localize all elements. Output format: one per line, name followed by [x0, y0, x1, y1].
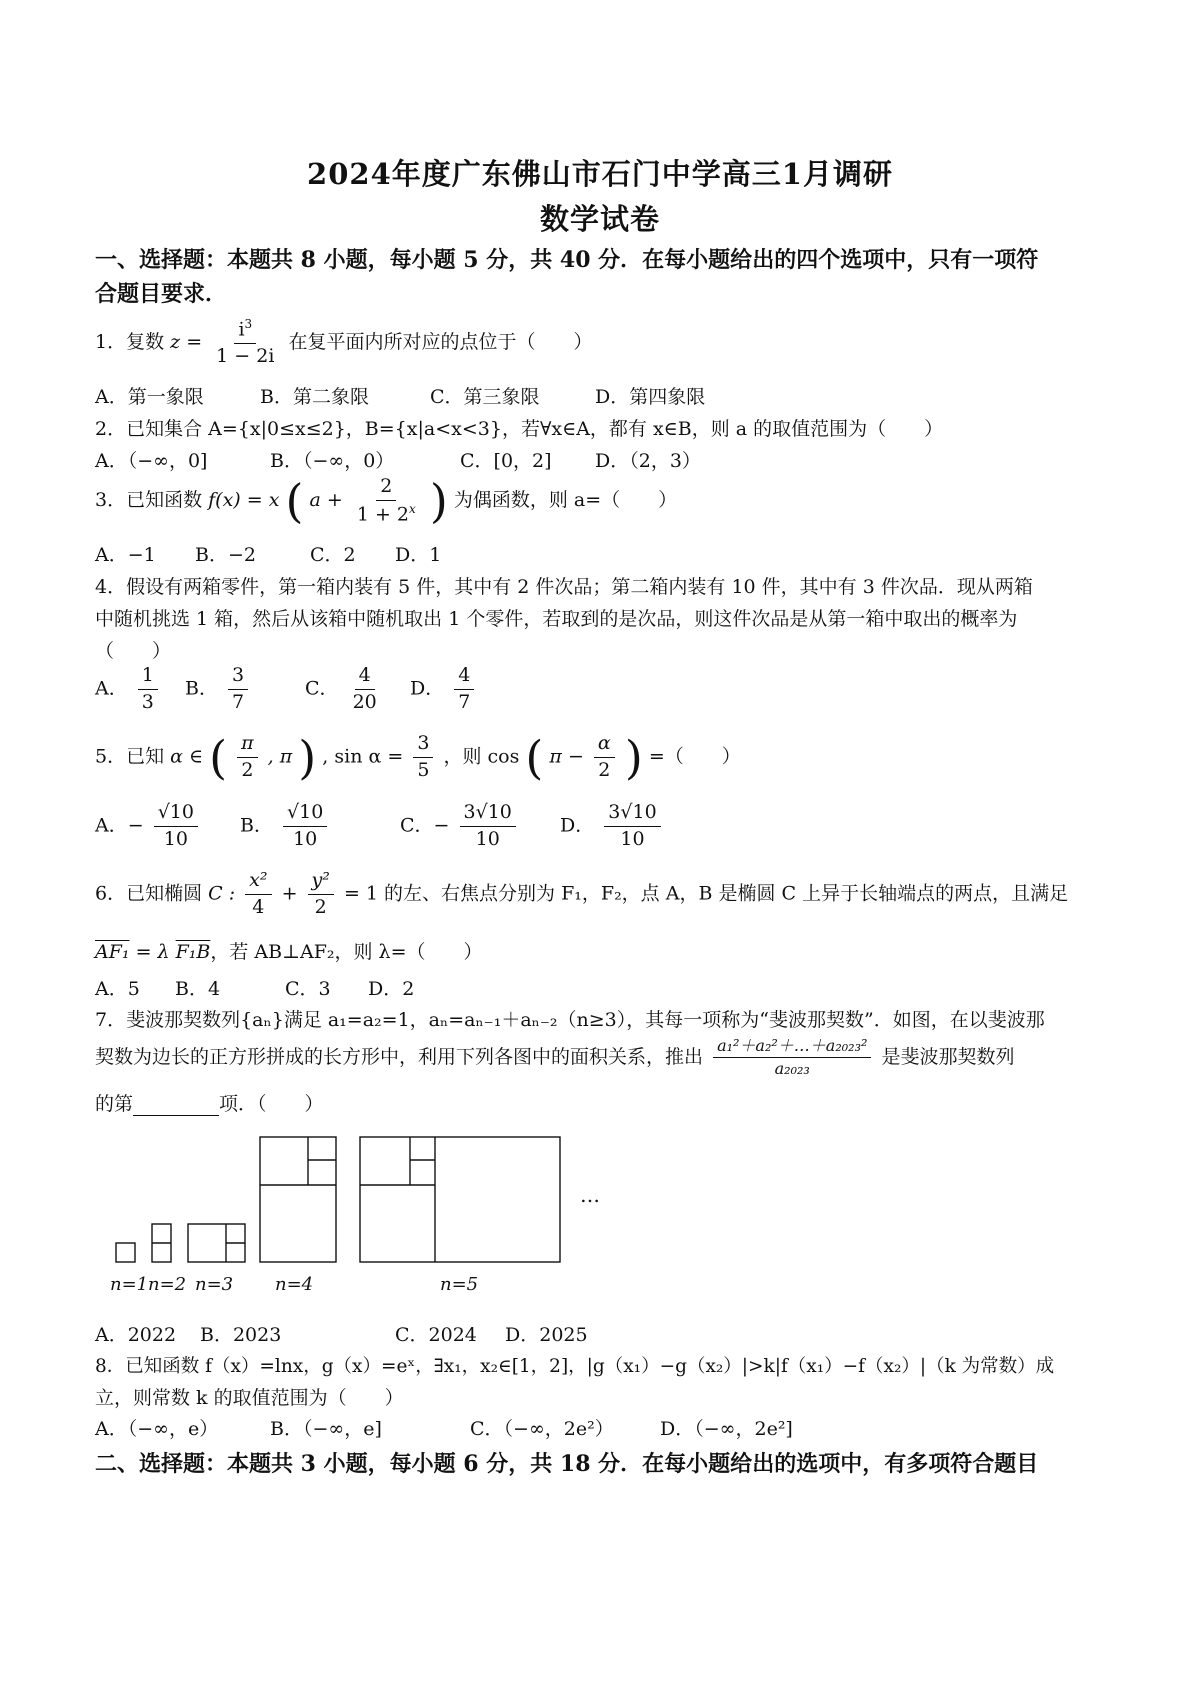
q4-b-num: 3 — [228, 665, 248, 690]
q4-c-num: 4 — [355, 665, 375, 690]
q5-cos-right-paren: ) — [624, 730, 643, 785]
q5-suffix: =（ ） — [648, 745, 741, 768]
q5-a-num: α — [594, 733, 615, 758]
q6-prefix: 6．已知椭圆 — [95, 882, 203, 905]
q5-option-a[interactable] — [95, 802, 202, 851]
q4-option-a[interactable] — [95, 665, 162, 714]
q5-sin-num: 3 — [413, 733, 433, 758]
q7-option-d[interactable]: D．2025 — [505, 1324, 588, 1346]
q5-a-opt-num: √10 — [154, 802, 198, 827]
q7-option-c[interactable]: C．2024 — [395, 1324, 477, 1346]
q6-x-den: 4 — [252, 895, 265, 918]
q6-option-c[interactable]: C．3 — [285, 978, 331, 1000]
q6-line2-tail: ，若 AB⊥AF₂，则 λ=（ ） — [210, 941, 483, 963]
q4-c-den: 20 — [352, 690, 377, 713]
question-7-line1: 7．斐波那契数列{aₙ}满足 a₁=a₂=1，aₙ=aₙ₋₁＋aₙ₋₂（n≥3），其每一项称为“斐波那契数”．如图，在以斐波那 — [95, 1009, 1045, 1031]
q5-option-a-label: A． — [95, 814, 128, 837]
q2-option-c[interactable]: C．[0，2] — [460, 450, 552, 472]
q5-pi-num: π — [237, 733, 258, 758]
q7-option-a[interactable]: A．2022 — [95, 1324, 177, 1346]
question-2: 2．已知集合 A={x|0≤x≤2}，B={x|a<x<3}，若∀x∈A，都有 x∈B，则 a 的取值范围为（ ） — [95, 418, 944, 440]
q3-left-paren: ( — [285, 474, 304, 528]
q7-line3-suffix: 项．（ ） — [219, 1093, 324, 1115]
q3-suffix: 为偶函数，则 a=（ ） — [453, 489, 678, 511]
q5-option-c-sign: − — [433, 814, 450, 837]
q3-option-c[interactable]: C．2 — [310, 544, 356, 566]
q5-option-c[interactable] — [400, 802, 520, 851]
fib-label-n4: n=4 — [275, 1274, 314, 1295]
question-7-line3 — [95, 1089, 324, 1116]
q3-den-sup: x — [409, 501, 416, 516]
q5-sin-den: 5 — [417, 758, 430, 781]
q5-cos-text: cos — [487, 745, 520, 768]
q3-right-paren: ) — [429, 474, 448, 528]
q5-d-opt-den: 10 — [620, 827, 645, 850]
q6-vector-f1b: F₁B — [175, 941, 211, 963]
q5-option-b[interactable] — [240, 802, 331, 851]
q5-pi-den: 2 — [241, 758, 254, 781]
q6-vector-af1: AF₁ — [95, 941, 130, 963]
q3-fraction — [353, 476, 420, 526]
q5-left-paren: ( — [209, 730, 228, 785]
q3-option-a[interactable]: A．−1 — [95, 544, 156, 566]
fib-ellipsis: … — [580, 1183, 600, 1207]
question-8-line1: 8．已知函数 f（x）=lnx，g（x）=eˣ，∃x₁，x₂∈[1，2]，|g（x₁）−g（x₂）|>k|f（x₁）−f（x₂）|（k 为常数）成 — [95, 1356, 1055, 1377]
q1-lhs: z = — [170, 331, 203, 353]
q5-a-opt-den: 10 — [163, 827, 188, 850]
question-4-line2: 中随机挑选 1 箱，然后从该箱中随机取出 1 个零件，若取到的是次品，则这件次品是从第一箱中取出的概率为 — [95, 608, 1018, 630]
fib-label-n1: n=1 — [110, 1274, 149, 1295]
q8-option-c[interactable]: C．（−∞，2e²） — [470, 1418, 614, 1440]
q5-cos-left-paren: ( — [525, 730, 544, 785]
section-1-heading — [95, 243, 1115, 311]
q6-c-label: C : — [208, 882, 236, 905]
q7-line3-prefix: 的第 — [95, 1093, 134, 1115]
question-6-line2 — [95, 937, 483, 964]
q7-answer-blank[interactable] — [133, 1097, 219, 1116]
q3-inner-a: a + — [309, 489, 343, 511]
q6-x2: x² — [245, 870, 271, 895]
q6-suffix: 的左、右焦点分别为 F₁，F₂，点 A，B 是椭圆 C 上异于长轴端点的两点，且满足 — [384, 882, 1069, 905]
q5-sin-text: , sin α = — [322, 745, 404, 768]
q5-then: ，则 — [443, 745, 482, 768]
q5-c-opt-den: 10 — [475, 827, 500, 850]
q6-eq: = 1 — [343, 882, 378, 905]
q4-option-a-label: A． — [95, 677, 128, 700]
q5-d-opt-num: 3√10 — [604, 802, 660, 827]
exam-title: 2024年度广东佛山市石门中学高三1月调研 — [307, 157, 893, 191]
q5-c-opt-num: 3√10 — [460, 802, 516, 827]
section-2-heading: 二、选择题：本题共 3 小题，每小题 6 分，共 18 分．在每小题给出的选项中，有多项符合题目 — [95, 1451, 1039, 1477]
q6-option-a[interactable]: A．5 — [95, 978, 140, 1000]
q5-b-opt-den: 10 — [293, 827, 318, 850]
section-1-heading-line1: 一、选择题：本题共 8 小题，每小题 5 分，共 40 分．在每小题给出的四个选项中，只有一项符 — [95, 247, 1039, 273]
q4-option-d-label: D． — [410, 677, 445, 700]
q5-a-den: 2 — [598, 758, 611, 781]
q3-prefix: 3．已知函数 — [95, 489, 203, 511]
q6-y-den: 2 — [314, 895, 327, 918]
question-7-line2 — [95, 1037, 1014, 1079]
question-4-line3: （ ） — [95, 640, 172, 662]
q7-frac-num: a₁²＋a₂²＋…＋a₂₀₂₃² — [713, 1037, 871, 1058]
q6-y2: y² — [308, 870, 334, 895]
q4-option-b-label: B． — [185, 677, 218, 700]
q5-alpha-in: α ∈ — [170, 745, 204, 768]
question-4-line1: 4．假设有两箱零件，第一箱内装有 5 件，其中有 2 件次品；第二箱内装有 10 件，其中有 3 件次品．现从两箱 — [95, 576, 1033, 598]
q3-option-b[interactable]: B．−2 — [195, 544, 256, 566]
q5-pi-tail: , π — [267, 745, 293, 768]
section-1-heading-line2: 合题目要求． — [95, 281, 228, 307]
q1-option-a[interactable]: A．第一象限 — [95, 386, 204, 408]
fib-n1-square — [116, 1243, 135, 1262]
q4-option-c-label: C． — [305, 677, 339, 700]
q4-d-num: 4 — [454, 665, 474, 690]
q7-line2-prefix: 契数为边长的正方形拼成的长方形中，利用下列各图中的面积关系，推出 — [95, 1045, 704, 1068]
fibonacci-squares-figure — [110, 1132, 630, 1302]
q4-d-den: 7 — [458, 690, 471, 713]
q7-line2-suffix: 是斐波那契数列 — [881, 1045, 1015, 1068]
q5-b-opt-num: √10 — [283, 802, 327, 827]
q1-fraction — [212, 318, 278, 368]
q3-den-base: 1 + 2 — [356, 503, 410, 526]
fib-label-n5: n=5 — [440, 1274, 479, 1295]
question-1 — [95, 318, 593, 368]
q2-option-a[interactable]: A．（−∞，0] — [95, 450, 208, 472]
q5-option-d[interactable] — [560, 802, 665, 851]
exam-subtitle: 数学试卷 — [539, 202, 660, 236]
q6-plus: + — [281, 882, 298, 905]
q1-den: 1 − 2i — [216, 345, 275, 368]
q4-option-b[interactable] — [185, 665, 252, 714]
q3-option-d[interactable]: D．1 — [395, 544, 442, 566]
q4-option-c[interactable] — [305, 665, 385, 714]
fib-label-n3: n=3 — [195, 1274, 234, 1295]
q1-option-d[interactable]: D．第四象限 — [595, 386, 706, 408]
q5-prefix: 5．已知 — [95, 745, 165, 768]
fib-label-n2: n=2 — [148, 1274, 187, 1295]
q7-option-b[interactable]: B．2023 — [200, 1324, 282, 1346]
q7-frac-den: a₂₀₂₃ — [774, 1059, 810, 1079]
q6-line2-mid: = λ — [129, 941, 176, 963]
q5-option-c-label: C． — [400, 814, 434, 837]
question-6 — [95, 870, 1068, 919]
fib-n4-rect — [260, 1137, 336, 1262]
question-3 — [95, 476, 677, 526]
q1-suffix: 在复平面内所对应的点位于（ ） — [288, 331, 593, 353]
q1-num: i — [238, 318, 245, 341]
question-5 — [95, 730, 741, 785]
question-8-line2: 立，则常数 k 的取值范围为（ ） — [95, 1387, 404, 1409]
fib-n5-rect — [360, 1137, 560, 1262]
q4-option-d[interactable] — [410, 665, 478, 714]
q8-option-b[interactable]: B．（−∞，e] — [270, 1418, 382, 1440]
q2-option-d[interactable]: D．（2，3） — [595, 450, 701, 472]
q8-option-d[interactable]: D．（−∞，2e²] — [660, 1418, 793, 1440]
q8-option-a[interactable]: A．（−∞，e） — [95, 1418, 219, 1440]
q1-option-c[interactable]: C．第三象限 — [430, 386, 540, 408]
q5-option-a-sign: − — [127, 814, 144, 837]
q1-num-sup: 3 — [244, 317, 253, 331]
q5-option-d-label: D． — [560, 814, 595, 837]
q2-option-b[interactable]: B．（−∞，0） — [270, 450, 395, 472]
q5-option-b-label: B． — [240, 814, 273, 837]
q3-num: 2 — [376, 476, 396, 501]
q6-option-b[interactable]: B．4 — [175, 978, 221, 1000]
q5-cos-inner: π − — [549, 745, 584, 768]
q6-option-d[interactable]: D．2 — [368, 978, 415, 1000]
q4-a-den: 3 — [141, 690, 154, 713]
q1-prefix: 1．复数 — [95, 331, 165, 353]
q1-option-b[interactable]: B．第二象限 — [260, 386, 369, 408]
q4-a-num: 1 — [138, 665, 158, 690]
q5-right-paren: ) — [298, 730, 317, 785]
q4-b-den: 7 — [232, 690, 245, 713]
q3-func: f(x) = x — [208, 489, 280, 511]
